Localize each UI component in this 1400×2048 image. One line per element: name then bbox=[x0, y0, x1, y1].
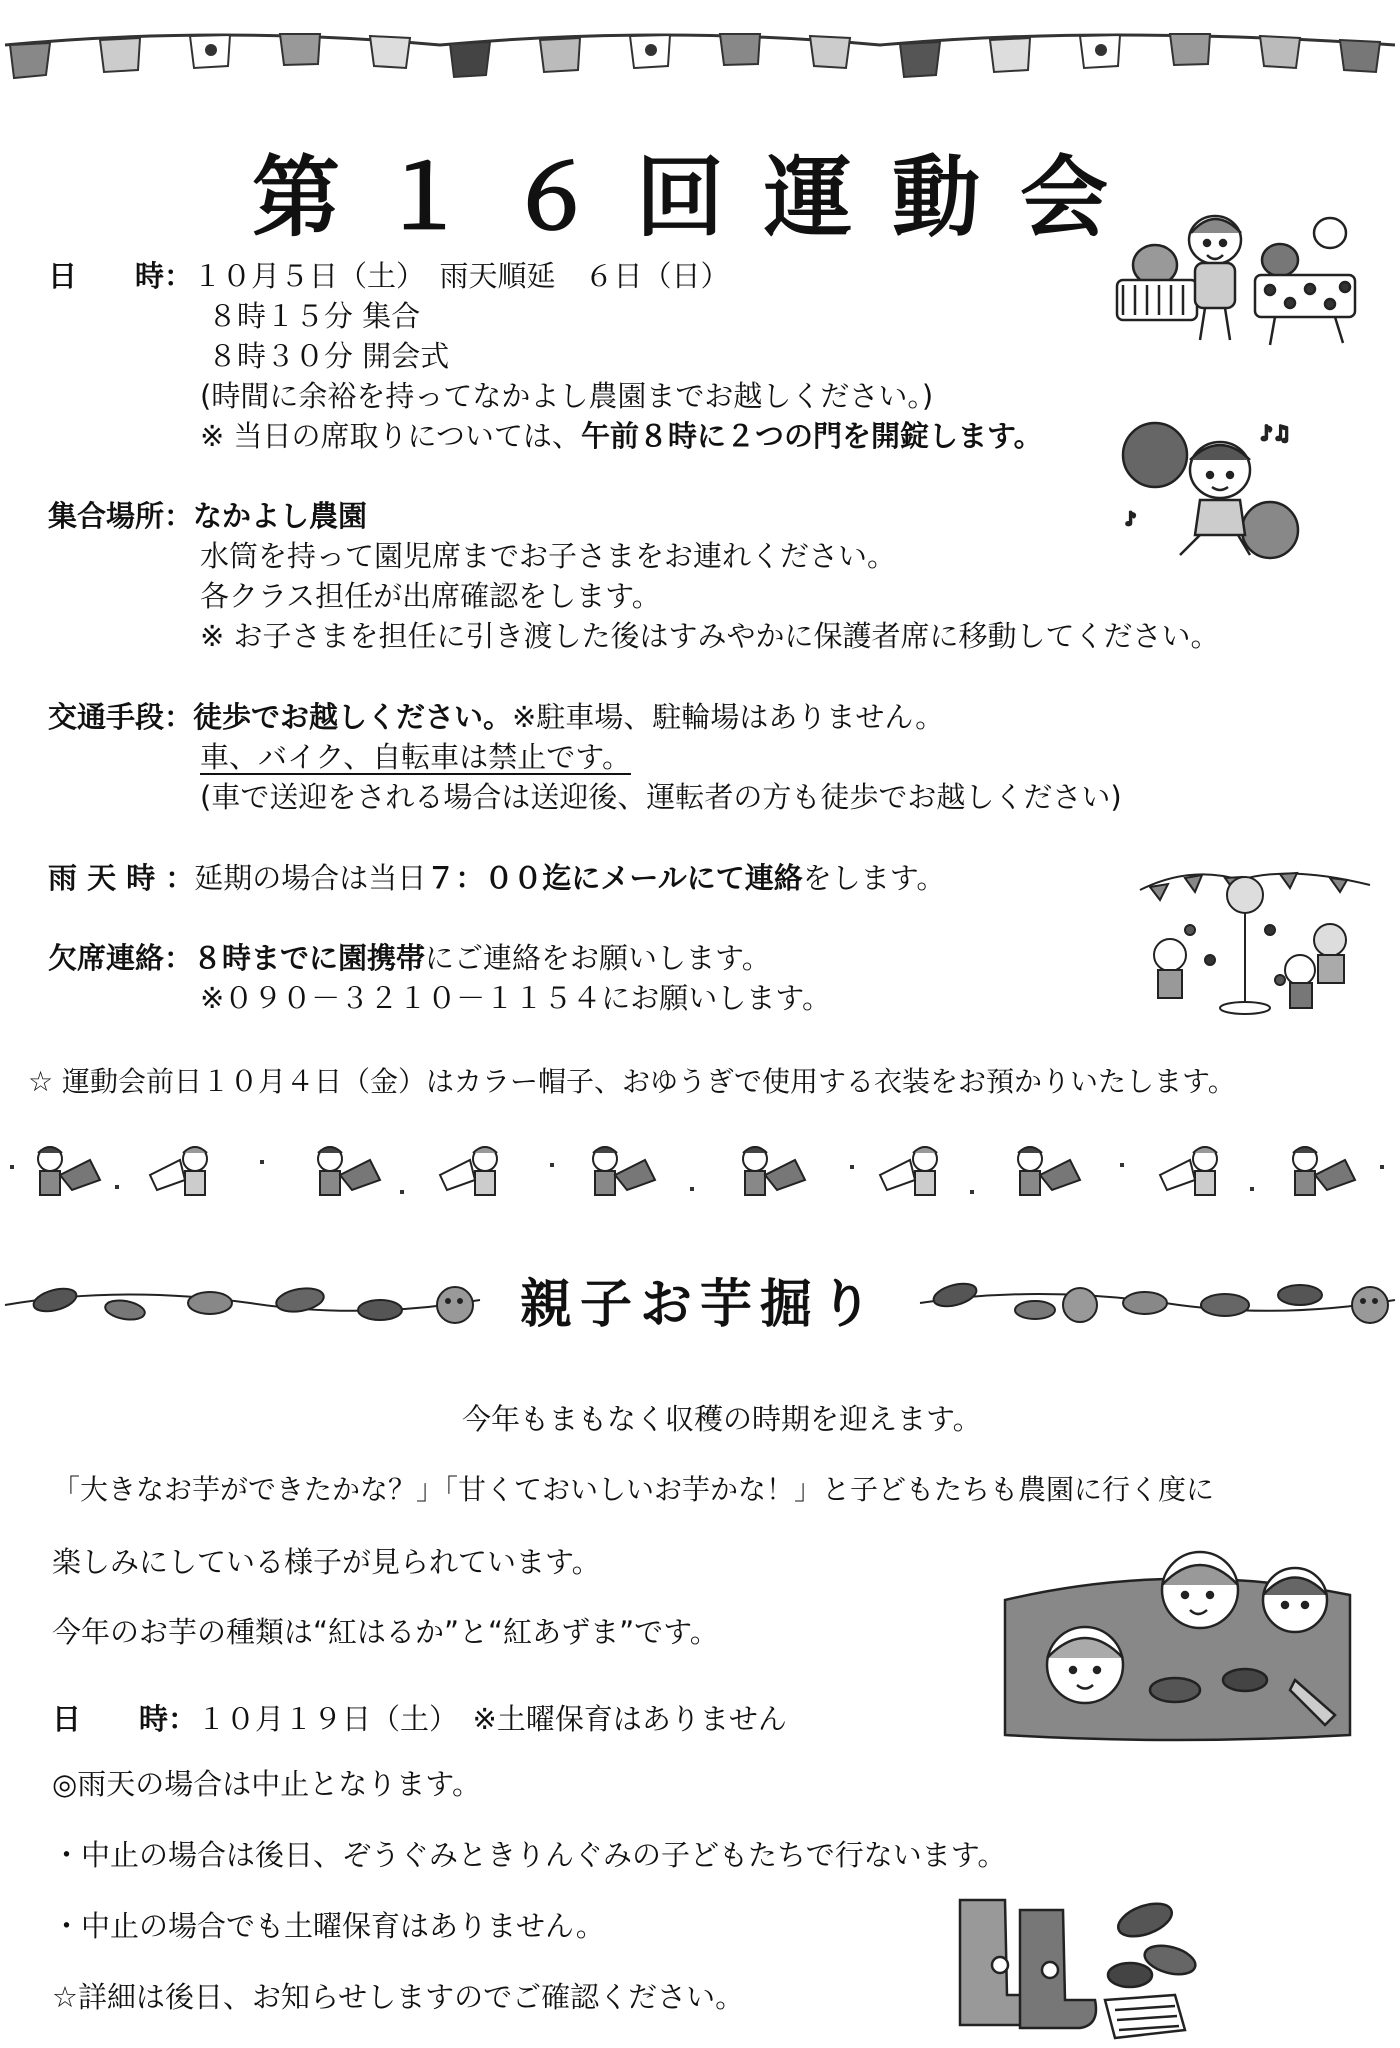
absence-c: にご連絡をお願いします。 bbox=[425, 941, 771, 975]
transport-label: 交通手段： bbox=[48, 700, 194, 734]
absence-a: ８時までに bbox=[193, 941, 339, 975]
absence-label: 欠席連絡： bbox=[48, 941, 194, 975]
gate-note bbox=[200, 416, 1043, 456]
boots-and-gloves-illustration bbox=[945, 1880, 1210, 2045]
place-line-2: 各クラス担任が出席確認をします。 bbox=[200, 579, 661, 613]
datetime-value: １０月５日（土） 雨天順延 ６日（日） bbox=[193, 259, 730, 293]
potato-vine-decoration-left bbox=[0, 1265, 485, 1340]
prev-day-note: ☆ 運動会前日１０月４日（金）はカラー帽子、おゆうぎで使用する衣装をお預かりいたします。 bbox=[28, 1065, 1236, 1098]
datetime-label: 日 時： bbox=[48, 259, 194, 293]
imo-datetime-row bbox=[52, 1697, 787, 1738]
imo-datetime-label: 日 時： bbox=[52, 1702, 198, 1736]
imo-paragraph-2: 楽しみにしている様子が見られています。 bbox=[52, 1545, 601, 1579]
gate-note-prefix: ※ 当日の席取りについては、 bbox=[200, 419, 581, 453]
place-line-1: 水筒を持って園児席までお子さまをお連れください。 bbox=[200, 539, 897, 573]
imo-footer-note: ☆詳細は後日、お知らせしますのでご確認ください。 bbox=[52, 1980, 745, 2014]
page-title: 第１６回運動会 bbox=[251, 145, 1148, 249]
potato-digging-illustration bbox=[995, 1540, 1360, 1745]
svg-text:♪♫: ♪♫ bbox=[1260, 421, 1291, 445]
imo-intro: 今年もまもなく収穫の時期を迎えます。 bbox=[462, 1402, 982, 1436]
rain-a: 延期の場合は当日 bbox=[194, 861, 427, 895]
time-assembly: ８時１５分 集合 bbox=[208, 299, 421, 333]
place-value: なかよし農園 bbox=[193, 499, 368, 533]
rain-label: 雨 天 時 ： bbox=[48, 861, 195, 895]
time-note: (時間に余裕を持ってなかよし農園までお越しください。) bbox=[200, 379, 934, 413]
imo-bullet-1: ・中止の場合は後日、ぞうぐみときりんぐみの子どもたちで行ないます。 bbox=[52, 1838, 1007, 1872]
imo-paragraph-3: 今年のお芋の種類は“紅はるか”と“紅あずま”です。 bbox=[52, 1615, 719, 1649]
imo-bullet-2: ・中止の場合でも土曜保育はありません。 bbox=[52, 1909, 605, 1943]
transport-row bbox=[48, 697, 944, 737]
potato-vine-decoration-right bbox=[915, 1265, 1400, 1340]
children-running-illustration bbox=[1095, 205, 1370, 355]
transport-bold: 徒歩でお越しください。 bbox=[193, 700, 513, 734]
children-flag-border bbox=[0, 1135, 1400, 1215]
datetime-row bbox=[48, 256, 730, 296]
ball-toss-illustration bbox=[1130, 860, 1380, 1020]
place-label: 集合場所： bbox=[48, 499, 194, 533]
rain-c: をします。 bbox=[802, 861, 946, 895]
cheerleader-illustration bbox=[1120, 415, 1300, 565]
place-row bbox=[48, 496, 367, 536]
svg-text:♪: ♪ bbox=[1125, 509, 1137, 530]
absence-row bbox=[48, 938, 771, 978]
time-opening: ８時３０分 開会式 bbox=[208, 339, 450, 373]
transport-line-2: 車、バイク、自転車は禁止です。 bbox=[200, 740, 631, 774]
section-title-imo: 親子お芋掘り bbox=[519, 1274, 880, 1335]
imo-rain-note: ◎雨天の場合は中止となります。 bbox=[52, 1767, 481, 1801]
absence-b: 園携帯 bbox=[338, 941, 426, 975]
place-line-3: ※ お子さまを担任に引き渡した後はすみやかに保護者席に移動してください。 bbox=[200, 619, 1220, 653]
absence-line-2: ※０９０－３２１０－１１５４にお願いします。 bbox=[200, 981, 831, 1015]
gate-note-bold: 午前８時に２つの門を開錠します。 bbox=[580, 419, 1043, 453]
rain-b: ７：００迄にメールにて連絡 bbox=[426, 861, 803, 895]
transport-rest: ※駐車場、駐輪場はありません。 bbox=[512, 700, 945, 734]
rain-row bbox=[48, 858, 945, 898]
transport-line-3: (車で送迎をされる場合は送迎後、運転者の方も徒歩でお越しください) bbox=[200, 780, 1122, 814]
imo-datetime-value: １０月１９日（土） ※土曜保育はありません bbox=[197, 1702, 787, 1736]
bunting-decoration bbox=[0, 0, 1400, 90]
imo-paragraph-1: 「大きなお芋ができたかな？」「甘くておいしいお芋かな！」と子どもたちも農園に行く度に bbox=[52, 1473, 1215, 1506]
